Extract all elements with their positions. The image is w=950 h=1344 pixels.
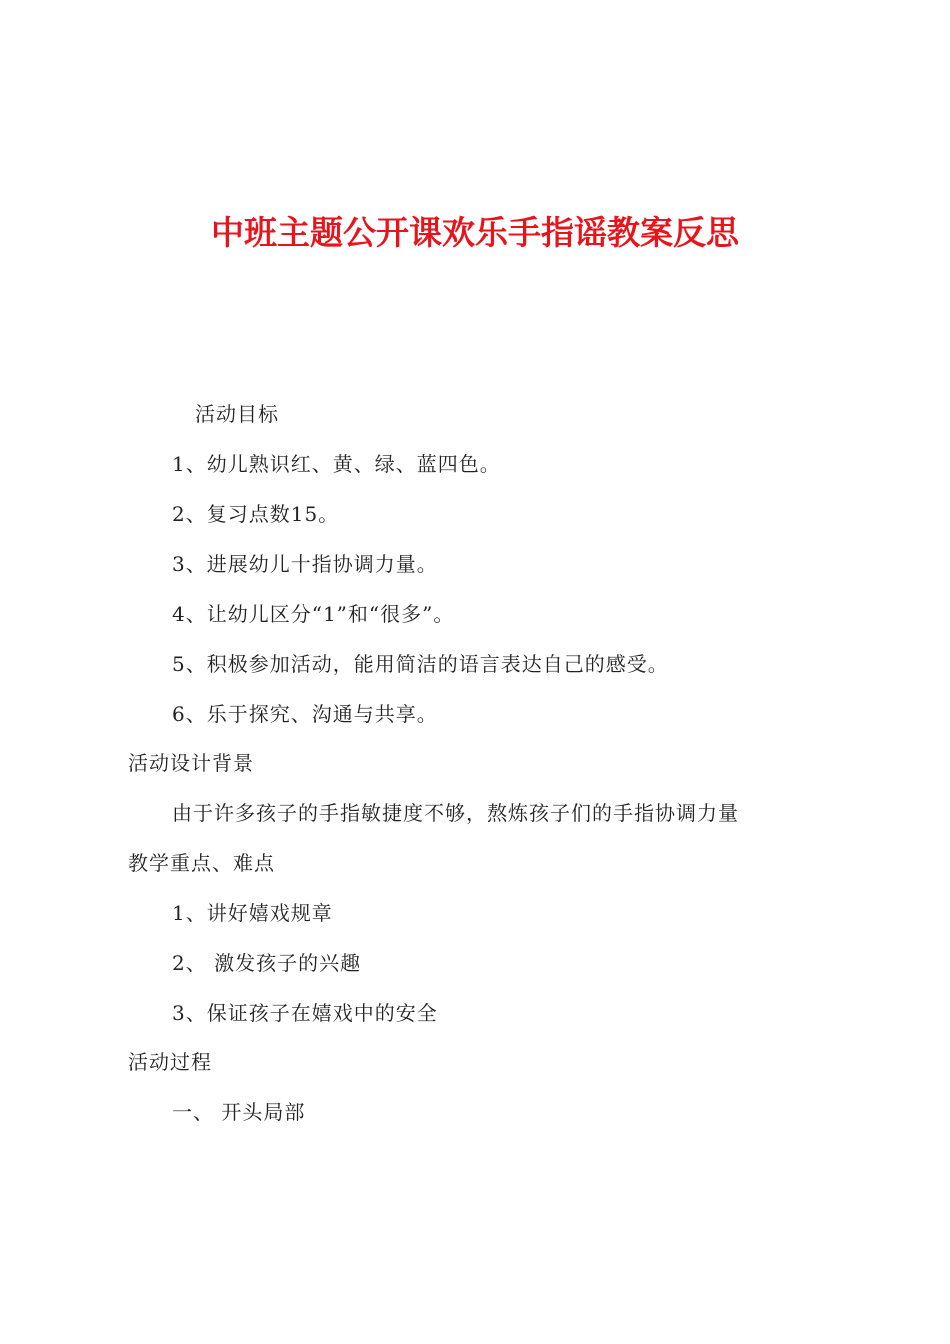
heading-activity-goals: 活动目标: [195, 402, 279, 426]
goal-item-6: 6、乐于探究、沟通与共享。: [172, 702, 438, 726]
goal-item-5: 5、积极参加活动，能用简洁的语言表达自己的感受。: [172, 652, 669, 676]
heading-key-points: 教学重点、难点: [128, 851, 275, 875]
process-step-1: 一、 开头局部: [172, 1100, 306, 1124]
goal-item-4: 4、让幼儿区分“1”和“很多”。: [172, 602, 455, 626]
key-point-2: 2、 激发孩子的兴趣: [172, 951, 362, 975]
heading-design-background: 活动设计背景: [128, 751, 254, 775]
goal-item-2: 2、复习点数15。: [172, 502, 340, 526]
goal-item-1: 1、幼儿熟识红、黄、绿、蓝四色。: [172, 452, 501, 476]
goal-item-3: 3、进展幼儿十指协调力量。: [172, 552, 438, 576]
heading-activity-process: 活动过程: [128, 1050, 212, 1074]
document-title: 中班主题公开课欢乐手指谣教案反思: [211, 213, 739, 252]
key-point-1: 1、讲好嬉戏规章: [172, 901, 333, 925]
key-point-3: 3、保证孩子在嬉戏中的安全: [172, 1001, 438, 1025]
background-paragraph: 由于许多孩子的手指敏捷度不够，熬炼孩子们的手指协调力量: [172, 801, 739, 825]
